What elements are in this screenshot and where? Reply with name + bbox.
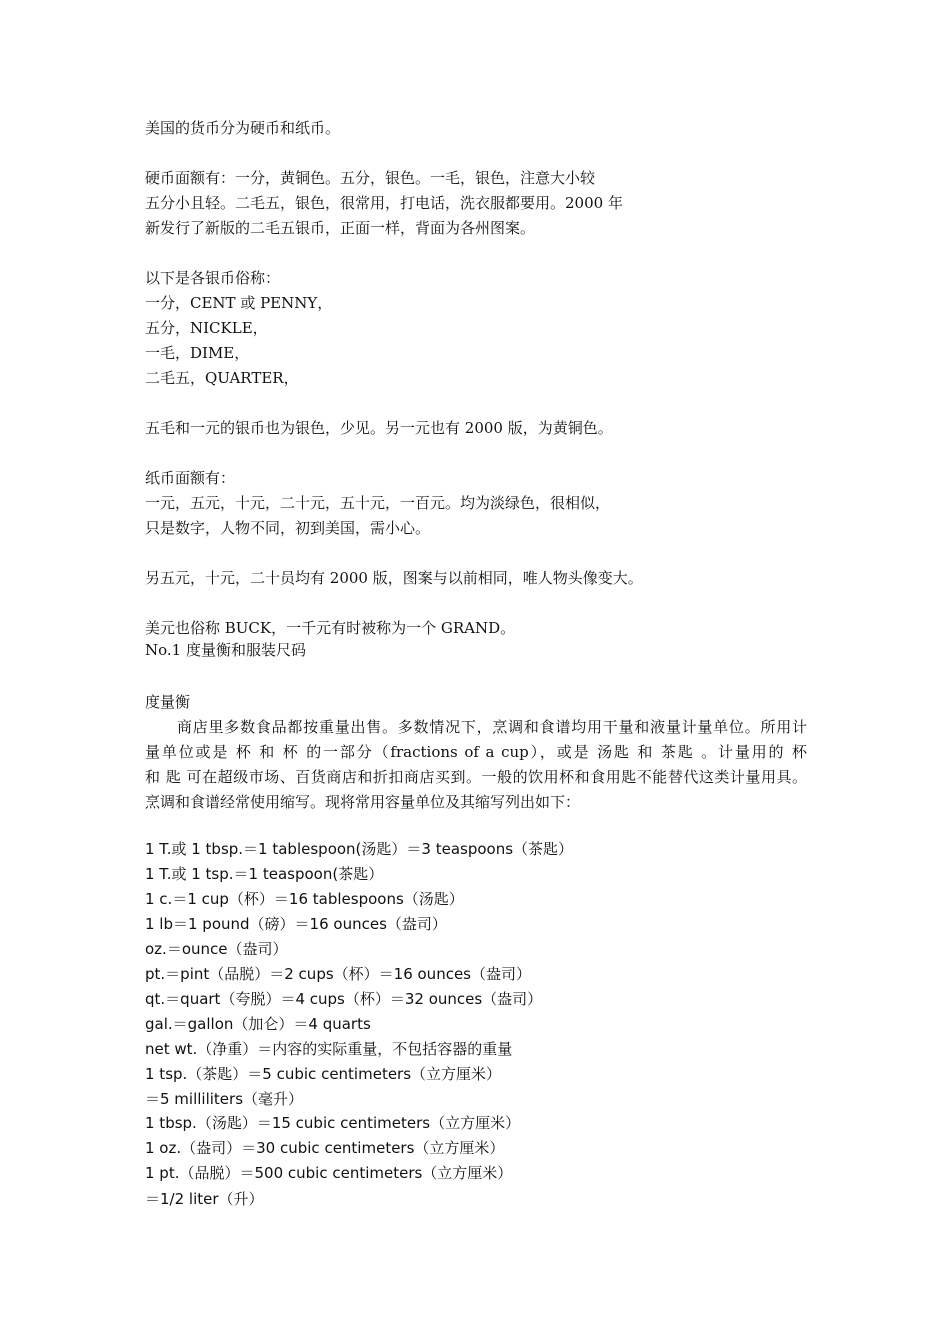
nickname-item: 二毛五，QUARTER， <box>145 369 299 387</box>
notes-heading: 纸币面额有： <box>145 469 236 487</box>
unit-line: 1 tbsp.（汤匙）＝15 cubic centimeters（立方厘米） <box>145 1114 521 1132</box>
measures-paragraph-line: 商店里多数食品都按重量出售。多数情况下，烹调和食谱均用干量和液量计量单位。所用计 <box>177 718 807 736</box>
unit-line: 1 T.或 1 tbsp.＝1 tablespoon(汤匙）＝3 teaspoons（茶匙） <box>145 840 574 858</box>
coins-line: 硬币面额有：一分，黄铜色。五分，银色。一毛，银色，注意大小较 <box>145 169 596 187</box>
unit-line: 1 lb＝1 pound（磅）＝16 ounces（盎司） <box>145 915 447 933</box>
unit-line: 1 c.＝1 cup（杯）＝16 tablespoons（汤匙） <box>145 890 464 908</box>
unit-line: 1 oz.（盎司）＝30 cubic centimeters（立方厘米） <box>145 1139 505 1157</box>
half-dollar-text: 五毛和一元的银币也为银色，少见。另一元也有 2000 版，为黄铜色。 <box>145 419 613 437</box>
nickname-item: 一毛，DIME， <box>145 344 250 362</box>
unit-line: 1 tsp.（茶匙）＝5 cubic centimeters（立方厘米） <box>145 1065 502 1083</box>
unit-line: ＝5 milliliters（毫升） <box>145 1090 304 1108</box>
nicknames-heading: 以下是各银币俗称： <box>145 269 281 287</box>
notes-line: 一元，五元，十元，二十元，五十元，一百元。均为淡绿色，很相似， <box>145 494 611 512</box>
unit-line: gal.＝gallon（加仑）＝4 quarts <box>145 1015 371 1033</box>
measures-heading: 度量衡 <box>145 693 191 711</box>
coins-line: 五分小且轻。二毛五，银色，很常用，打电话，洗衣服都要用。2000 年 <box>145 194 623 212</box>
unit-line: ＝1/2 liter（升） <box>145 1190 264 1208</box>
measures-paragraph-line: 烹调和食谱经常使用缩写。现将常用容量单位及其缩写列出如下： <box>145 793 581 811</box>
buck-text: 美元也俗称 BUCK，一千元有时被称为一个 GRAND。 <box>145 619 516 637</box>
unit-line: pt.＝pint（品脱）＝2 cups（杯）＝16 ounces（盎司） <box>145 965 531 983</box>
coins-line: 新发行了新版的二毛五银币，正面一样，背面为各州图案。 <box>145 219 536 237</box>
notes-line: 只是数字，人物不同，初到美国，需小心。 <box>145 519 431 537</box>
unit-line: 1 T.或 1 tsp.＝1 teaspoon(茶匙） <box>145 865 384 883</box>
unit-line: qt.＝quart（夸脱）＝4 cups（杯）＝32 ounces（盎司） <box>145 990 543 1008</box>
unit-line: oz.＝ounce（盎司） <box>145 940 288 958</box>
measures-paragraph-line: 和 匙 可在超级市场、百货商店和折扣商店买到。一般的饮用杯和食用匙不能替代这类计量用具。 <box>145 768 807 786</box>
nickname-item: 一分，CENT 或 PENNY， <box>145 294 333 312</box>
currency-intro: 美国的货币分为硬币和纸币。 <box>145 119 341 137</box>
unit-line: net wt.（净重）＝内容的实际重量，不包括容器的重量 <box>145 1040 513 1058</box>
section-title: No.1 度量衡和服装尺码 <box>145 641 306 659</box>
new-notes-text: 另五元，十元，二十员均有 2000 版，图案与以前相同，唯人物头像变大。 <box>145 569 643 587</box>
unit-line: 1 pt.（品脱）＝500 cubic centimeters（立方厘米） <box>145 1164 513 1182</box>
nickname-item: 五分，NICKLE， <box>145 319 268 337</box>
measures-paragraph-line: 量单位或是 杯 和 杯 的一部分（fractions of a cup），或是 汤匙 和 茶匙 。计量用的 杯 <box>145 743 807 761</box>
